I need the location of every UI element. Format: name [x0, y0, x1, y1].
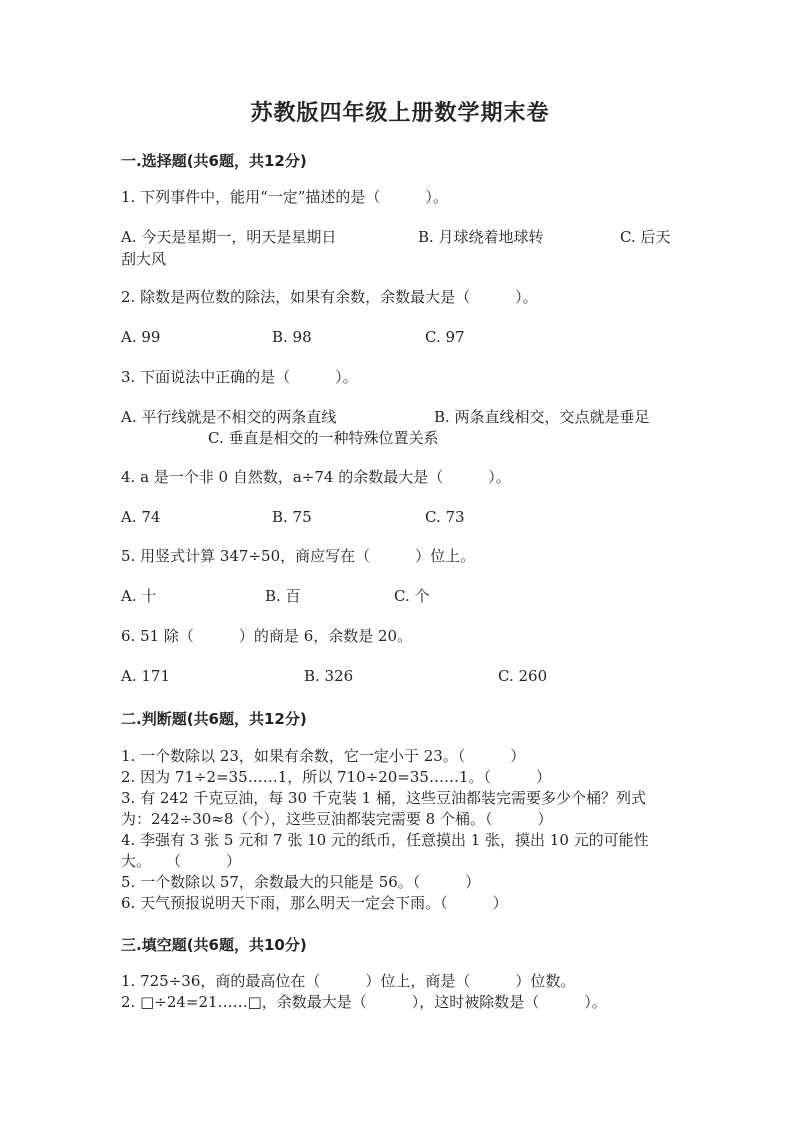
option-c: C. 73 [425, 508, 465, 526]
question-stem: 2. 除数是两位数的除法，如果有余数，余数最大是（ ）。 [121, 288, 538, 306]
option-b: B. 月球绕着地球转 [418, 228, 544, 246]
option-c: C. 260 [498, 667, 548, 685]
option-a: A. 十 [121, 587, 157, 605]
option-a: A. 今天是星期一，明天是星期日 [121, 228, 337, 246]
option-b: B. 75 [272, 508, 312, 526]
question-stem: 1. 下列事件中，能用“一定”描述的是（ ）。 [121, 188, 448, 206]
option-b: B. 两条直线相交，交点就是垂足 [434, 408, 650, 426]
question-stem: 4. a 是一个非 0 自然数，a÷74 的余数最大是（ ）。 [121, 468, 511, 486]
page-title: 苏教版四年级上册数学期末卷 [250, 101, 550, 126]
option-c: C. 后天 [620, 228, 671, 246]
judgement-item: 1. 一个数除以 23，如果有余数，它一定小于 23。（ ） [121, 747, 526, 765]
judgement-item: 2. 因为 71÷2=35……1，所以 710÷20=35……1。（ ） [121, 768, 551, 786]
option-b: B. 98 [272, 328, 312, 346]
section-heading-fill-in: 三.填空题(共6题，共10分) [121, 936, 307, 954]
judgement-item: 5. 一个数除以 57，余数最大的只能是 56。（ ） [121, 873, 481, 891]
judgement-item: 4. 李强有 3 张 5 元和 7 张 10 元的纸币，任意摸出 1 张，摸出 10 元的可能性 [121, 831, 649, 849]
fill-in-item: 1. 725÷36，商的最高位在（ ）位上，商是（ ）位数。 [121, 972, 576, 990]
option-b: B. 百 [265, 587, 301, 605]
option-a: A. 平行线就是不相交的两条直线 [121, 408, 337, 426]
section-heading-choice: 一.选择题(共6题，共12分) [121, 152, 307, 170]
judgement-item-continued: 为：242÷30≈8（个），这些豆油都装完需要 8 个桶。（ ） [121, 810, 553, 828]
judgement-item: 3. 有 242 千克豆油，每 30 千克装 1 桶，这些豆油都装完需要多少个桶？列式 [121, 789, 646, 807]
judgement-item: 6. 天气预报说明天下雨，那么明天一定会下雨。（ ） [121, 894, 508, 912]
section-heading-judgement: 二.判断题(共6题，共12分) [121, 710, 307, 728]
option-a: A. 171 [121, 667, 170, 685]
option-b: B. 326 [304, 667, 354, 685]
fill-in-item: 2. □÷24=21……□，余数最大是（ ），这时被除数是（ ）。 [121, 993, 607, 1011]
question-stem: 5. 用竖式计算 347÷50，商应写在（ ）位上。 [121, 547, 476, 565]
option-c: C. 97 [425, 328, 465, 346]
judgement-item-continued: 大。 （ ） [121, 852, 242, 870]
option-c: C. 个 [394, 587, 430, 605]
option-a: A. 99 [121, 328, 161, 346]
option-c: C. 垂直是相交的一种特殊位置关系 [208, 429, 439, 447]
question-stem: 3. 下面说法中正确的是（ ）。 [121, 368, 358, 386]
option-c-continued: 刮大风 [121, 250, 167, 268]
question-stem: 6. 51 除（ ）的商是 6，余数是 20。 [121, 627, 413, 645]
option-a: A. 74 [121, 508, 161, 526]
